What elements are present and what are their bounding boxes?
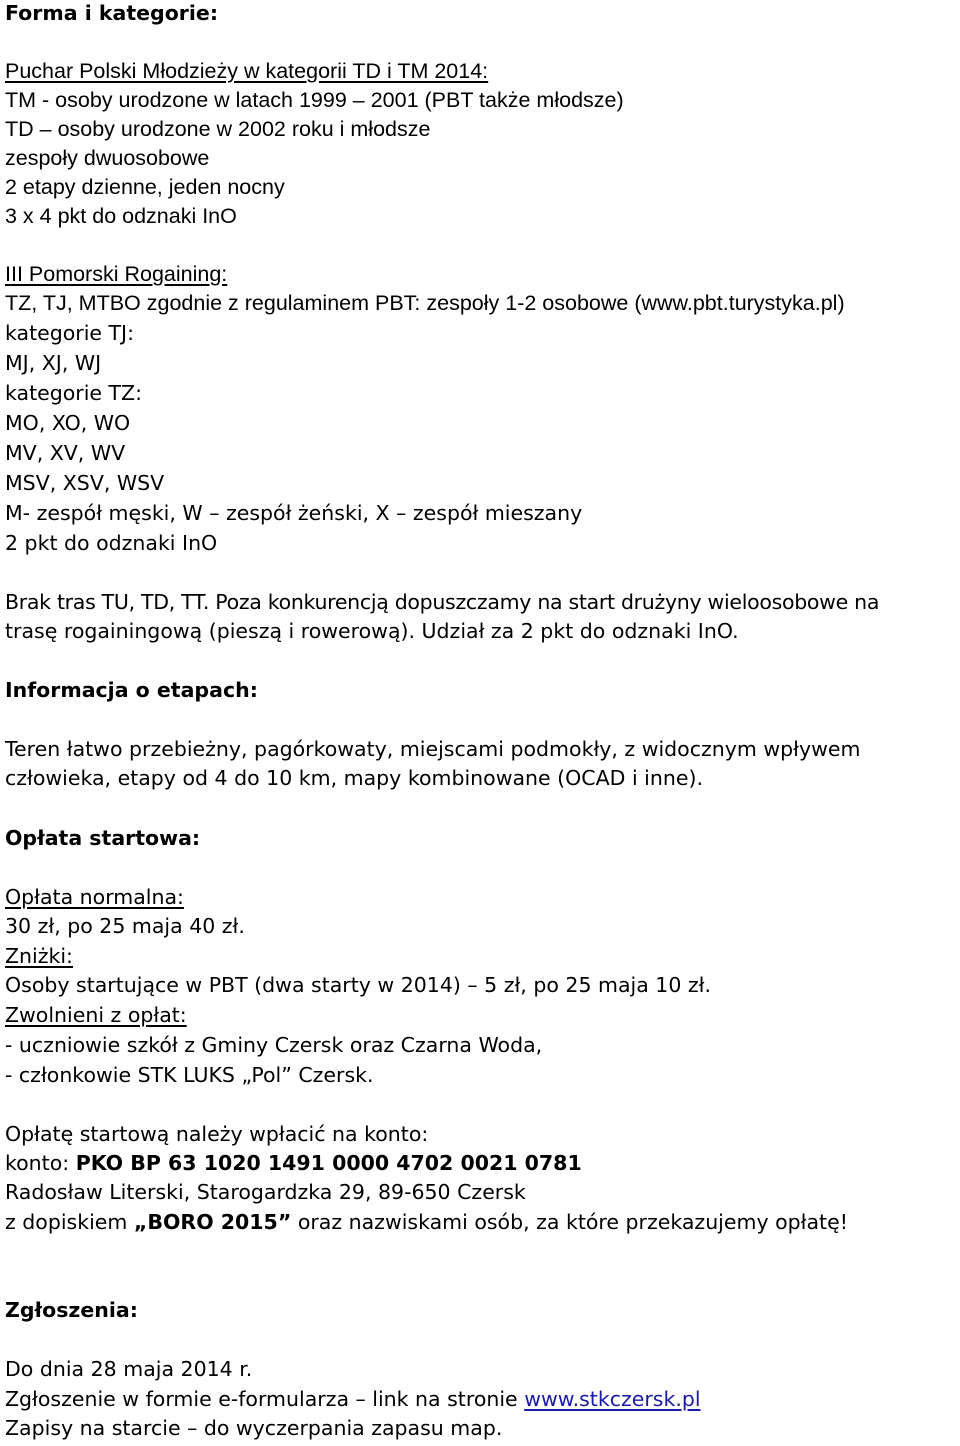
- registration-deadline: Do dnia 28 maja 2014 r.: [5, 1357, 253, 1381]
- heading-fee: Opłata startowa:: [5, 826, 201, 850]
- registration-form-text: Zgłoszenie w formie e-formularza – link na stronie: [5, 1387, 525, 1411]
- cup-line: TD – osoby urodzone w 2002 roku i młodsze: [5, 117, 431, 141]
- cup-line: zespoły dwuosobowe: [5, 146, 210, 170]
- transfer-note: [5, 1207, 848, 1237]
- rogaining-line: MSV, XSV, WSV: [5, 471, 165, 495]
- fee-normal-value: 30 zł, po 25 maja 40 zł.: [5, 914, 245, 938]
- note-line: Brak tras TU, TD, TT. Poza konkurencją dopuszczamy na start drużyny wieloosobowe na: [5, 590, 880, 614]
- rogaining-line: MJ, XJ, WJ: [5, 351, 102, 375]
- rogaining-line: M- zespół męski, W – zespół żeński, X – zespół mieszany: [5, 501, 583, 525]
- stages-line: Teren łatwo przebieżny, pagórkowaty, miejscami podmokły, z widocznym wpływem: [5, 737, 861, 761]
- payment-intro: Opłatę startową należy wpłacić na konto:: [5, 1122, 429, 1146]
- cup-line: 3 x 4 pkt do odznaki InO: [5, 204, 237, 228]
- transfer-code: „BORO 2015”: [133, 1210, 292, 1234]
- account-line: [5, 1148, 582, 1178]
- rogaining-line: kategorie TZ:: [5, 381, 143, 405]
- transfer-note-suffix: oraz nazwiskami osób, za które przekazujemy opłatę!: [291, 1210, 848, 1234]
- fee-discount-value: Osoby startujące w PBT (dwa starty w 2014) – 5 zł, po 25 maja 10 zł.: [5, 973, 712, 997]
- note-line: trasę rogainingową (pieszą i rowerową). Udział za 2 pkt do odznaki InO.: [5, 619, 739, 643]
- fee-exempt-line: - uczniowie szkół z Gminy Czersk oraz Czarna Woda,: [5, 1033, 543, 1057]
- rogaining-title: III Pomorski Rogaining:: [5, 262, 228, 286]
- stages-line: człowieka, etapy od 4 do 10 km, mapy kombinowane (OCAD i inne).: [5, 766, 703, 790]
- rogaining-line: MV, XV, WV: [5, 441, 126, 465]
- rogaining-line: kategorie TJ:: [5, 321, 135, 345]
- heading-registration: Zgłoszenia:: [5, 1298, 138, 1322]
- account-prefix: konto:: [5, 1151, 76, 1175]
- rogaining-line: TZ, TJ, MTBO zgodnie z regulaminem PBT: zespoły 1-2 osobowe (www.pbt.turystyka.pl): [5, 291, 845, 315]
- website-link[interactable]: www.stkczersk.pl: [524, 1387, 701, 1411]
- account-number: PKO BP 63 1020 1491 0000 4702 0021 0781: [75, 1151, 582, 1175]
- fee-exempt-line: - członkowie STK LUKS „Pol” Czersk.: [5, 1063, 374, 1087]
- recipient: Radosław Literski, Starogardzka 29, 89-650 Czersk: [5, 1180, 526, 1204]
- cup-title: Puchar Polski Młodzieży w kategorii TD i TM 2014:: [5, 59, 489, 83]
- registration-form: [5, 1384, 701, 1414]
- fee-discount-label: Zniżki:: [5, 944, 73, 968]
- cup-line: TM - osoby urodzone w latach 1999 – 2001 (PBT także młodsze): [5, 88, 624, 112]
- heading-stages: Informacja o etapach:: [5, 678, 258, 702]
- rogaining-line: MO, XO, WO: [5, 411, 131, 435]
- heading-categories: Forma i kategorie:: [5, 1, 219, 25]
- rogaining-line: 2 pkt do odznaki InO: [5, 531, 218, 555]
- cup-line: 2 etapy dzienne, jeden nocny: [5, 175, 285, 199]
- fee-normal-label: Opłata normalna:: [5, 885, 184, 909]
- transfer-note-prefix: z dopiskiem: [5, 1210, 134, 1234]
- registration-onsite: Zapisy na starcie – do wyczerpania zapasu map.: [5, 1416, 503, 1440]
- fee-exempt-label: Zwolnieni z opłat:: [5, 1003, 187, 1027]
